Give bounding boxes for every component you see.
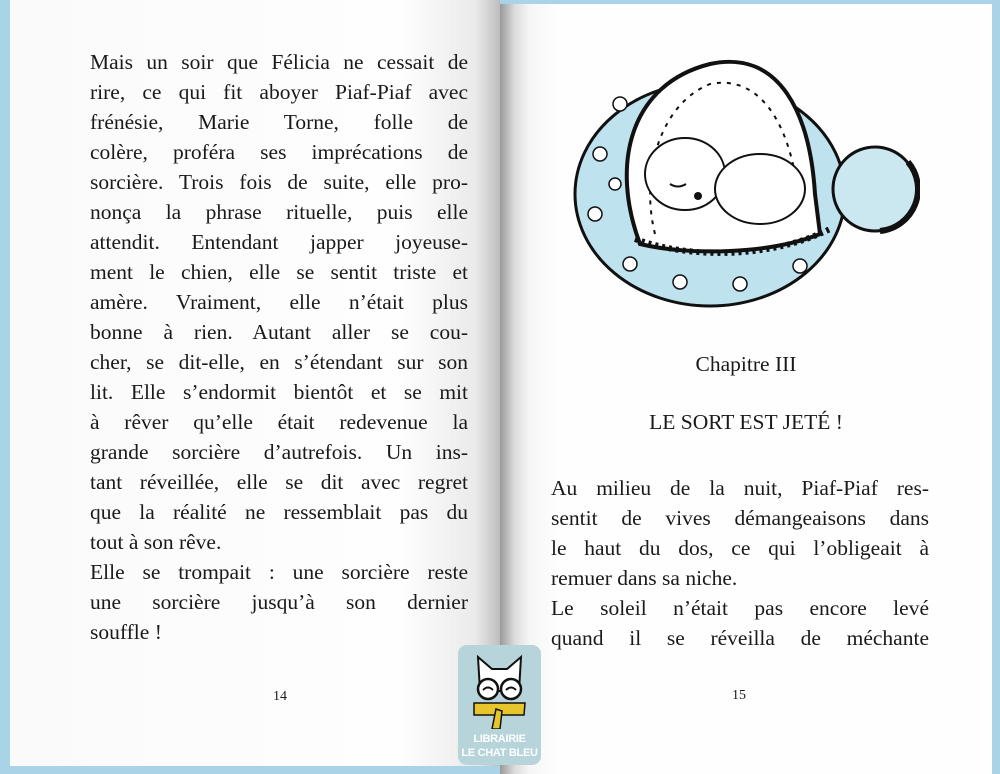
sleeping-poodle-illustration	[570, 44, 920, 314]
chapter-title: LE SORT EST JETÉ !	[649, 410, 843, 434]
text-line: lit. Elle s’endormit bientôt et se mit	[90, 380, 468, 404]
bookstore-watermark-logo	[458, 645, 541, 765]
page-number: 15	[732, 688, 746, 703]
cat-with-glasses-icon	[466, 651, 533, 729]
page-number: 14	[273, 689, 287, 704]
text-line: nonça la phrase rituelle, puis elle	[90, 200, 468, 224]
watermark-line-2: LE CHAT BLEU	[461, 747, 538, 759]
text-line: cher, se dit-elle, en s’étendant sur son	[90, 350, 468, 374]
right-page	[500, 4, 992, 774]
text-line: tant réveillée, elle se dit avec regret	[90, 470, 468, 494]
text-line: Elle se trompait : une sorcière reste	[90, 560, 468, 584]
watermark-line-1: LIBRAIRIE	[473, 733, 526, 745]
text-line: remuer dans sa niche.	[551, 566, 738, 590]
left-page-text	[90, 47, 468, 647]
text-line: amère. Vraiment, elle n’était plus	[90, 290, 468, 314]
text-line: que la réalité ne ressemblait pas du	[90, 500, 468, 524]
text-line: ment le chien, elle se sentit triste et	[90, 260, 468, 284]
text-line: Au milieu de la nuit, Piaf-Piaf res-	[551, 476, 929, 500]
text-line: sorcière. Trois fois de suite, elle pro-	[90, 170, 468, 194]
left-page	[10, 0, 500, 766]
text-line: quand il se réveilla de méchante	[551, 626, 929, 650]
text-line: Mais un soir que Félicia ne cessait de	[90, 50, 468, 74]
text-line: colère, proféra ses imprécations de	[90, 140, 468, 164]
text-line: rire, ce qui fit aboyer Piaf-Piaf avec	[90, 80, 468, 104]
text-line: Le soleil n’était pas encore levé	[551, 596, 929, 620]
text-line: le haut du dos, ce qui l’obligeait à	[551, 536, 929, 560]
text-line: à rêver qu’elle était redevenue la	[90, 410, 468, 434]
chapter-number: Chapitre III	[695, 352, 797, 376]
text-line: sentit de vives démangeaisons dans	[551, 506, 929, 530]
text-line: bonne à rien. Autant aller se cou-	[90, 320, 468, 344]
text-line: tout à son rêve.	[90, 530, 222, 554]
text-line: souffle !	[90, 620, 162, 644]
text-line: grande sorcière d’autrefois. Un ins-	[90, 440, 468, 464]
text-line: attendit. Entendant japper joyeuse-	[90, 230, 468, 254]
right-page-text	[551, 473, 929, 653]
text-line: frénésie, Marie Torne, folle de	[90, 110, 468, 134]
text-line: une sorcière jusqu’à son dernier	[90, 590, 468, 614]
